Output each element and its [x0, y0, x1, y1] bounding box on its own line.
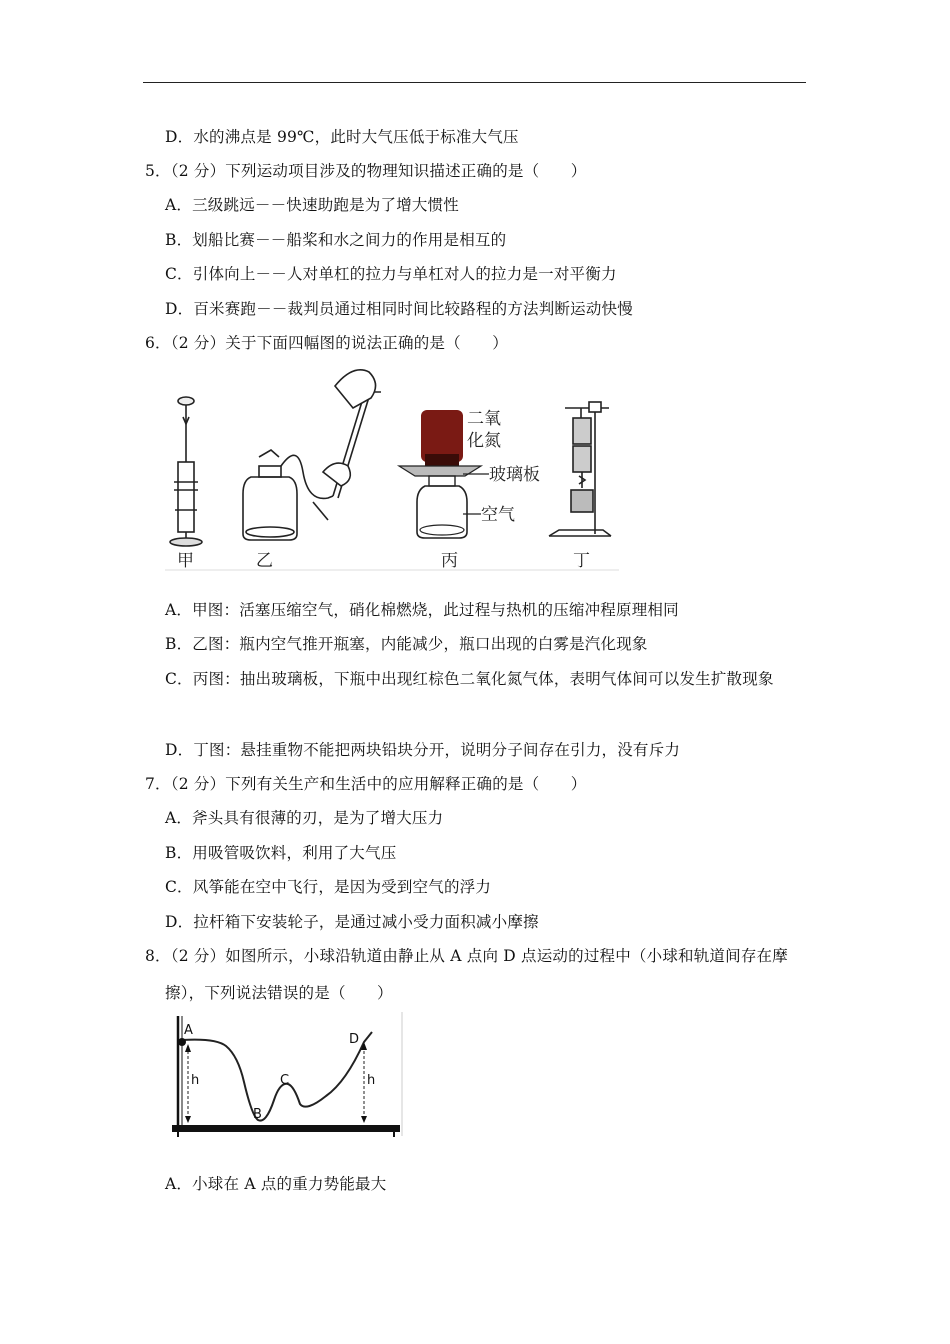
height-label-left: h [191, 1073, 200, 1088]
label-air: 空气 [481, 505, 515, 525]
point-a-label: A [184, 1023, 193, 1038]
q8-option-a: A．小球在 A 点的重力势能最大 [165, 1175, 387, 1193]
q7-option-a: A．斧头具有很薄的刃，是为了增大压力 [165, 809, 444, 827]
point-b-label: B [253, 1107, 262, 1122]
q7-option-b: B．用吸管吸饮料，利用了大气压 [165, 844, 397, 862]
q8-track-figure [166, 1012, 406, 1140]
q6-option-d: D．丁图：悬挂重物不能把两块铅块分开，说明分子间存在引力，没有斥力 [165, 741, 681, 759]
q6-option-b: B．乙图：瓶内空气推开瓶塞，内能减少，瓶口出现的白雾是汽化现象 [165, 635, 648, 653]
q6-figure [163, 362, 623, 574]
air-bottle [417, 486, 467, 538]
figure-yi [243, 370, 381, 540]
q6-stem: 6．（2 分）关于下面四幅图的说法正确的是（ ） [145, 334, 508, 352]
ball [178, 1038, 186, 1046]
q6-option-a: A．甲图：活塞压缩空气，硝化棉燃烧，此过程与热机的压缩冲程原理相同 [165, 601, 679, 619]
q5-option-a: A．三级跳远－－快速助跑是为了增大惯性 [165, 196, 459, 214]
q5-option-b: B．划船比赛－－船桨和水之间力的作用是相互的 [165, 231, 507, 249]
q5-option-c: C．引体向上－－人对单杠的拉力与单杠对人的拉力是一对平衡力 [165, 265, 617, 283]
q7-option-c: C．风筝能在空中飞行，是因为受到空气的浮力 [165, 878, 492, 896]
label-nitrogen-2: 化氮 [467, 431, 501, 451]
point-c-label: C [280, 1073, 290, 1088]
q6-option-c: C．丙图：抽出玻璃板，下瓶中出现红棕色二氧化氮气体，表明气体间可以发生扩散现象 [165, 670, 774, 688]
label-ding: 丁 [573, 551, 590, 571]
point-d-label: D [349, 1032, 360, 1047]
q7-stem: 7．（2 分）下列有关生产和生活中的应用解释正确的是（ ） [145, 775, 587, 793]
figure-bing [399, 410, 489, 538]
q8-stem-line2: 擦），下列说法错误的是（ ） [165, 984, 393, 1002]
q7-option-d: D．拉杆箱下安装轮子，是通过减小受力面积减小摩擦 [165, 913, 539, 931]
header-rule [143, 82, 806, 83]
label-nitrogen-1: 二氧 [467, 409, 501, 429]
ground-base [172, 1125, 400, 1132]
q8-stem-line1: 8．（2 分）如图所示，小球沿轨道由静止从 A 点向 D 点运动的过程中（小球和轨道间存在摩 [145, 947, 788, 965]
figure-jia [170, 397, 202, 546]
label-glass-plate: 玻璃板 [489, 465, 540, 485]
label-bing: 丙 [441, 551, 458, 571]
q4-option-d: D．水的沸点是 99℃，此时大气压低于标准大气压 [165, 128, 519, 146]
figure-ding [549, 402, 611, 536]
label-jia: 甲 [177, 551, 194, 571]
q5-option-d: D．百米赛跑－－裁判员通过相同时间比较路程的方法判断运动快慢 [165, 300, 633, 318]
label-yi: 乙 [256, 551, 273, 571]
q5-stem: 5．（2 分）下列运动项目涉及的物理知识描述正确的是（ ） [145, 162, 587, 180]
height-label-right: h [367, 1073, 376, 1088]
